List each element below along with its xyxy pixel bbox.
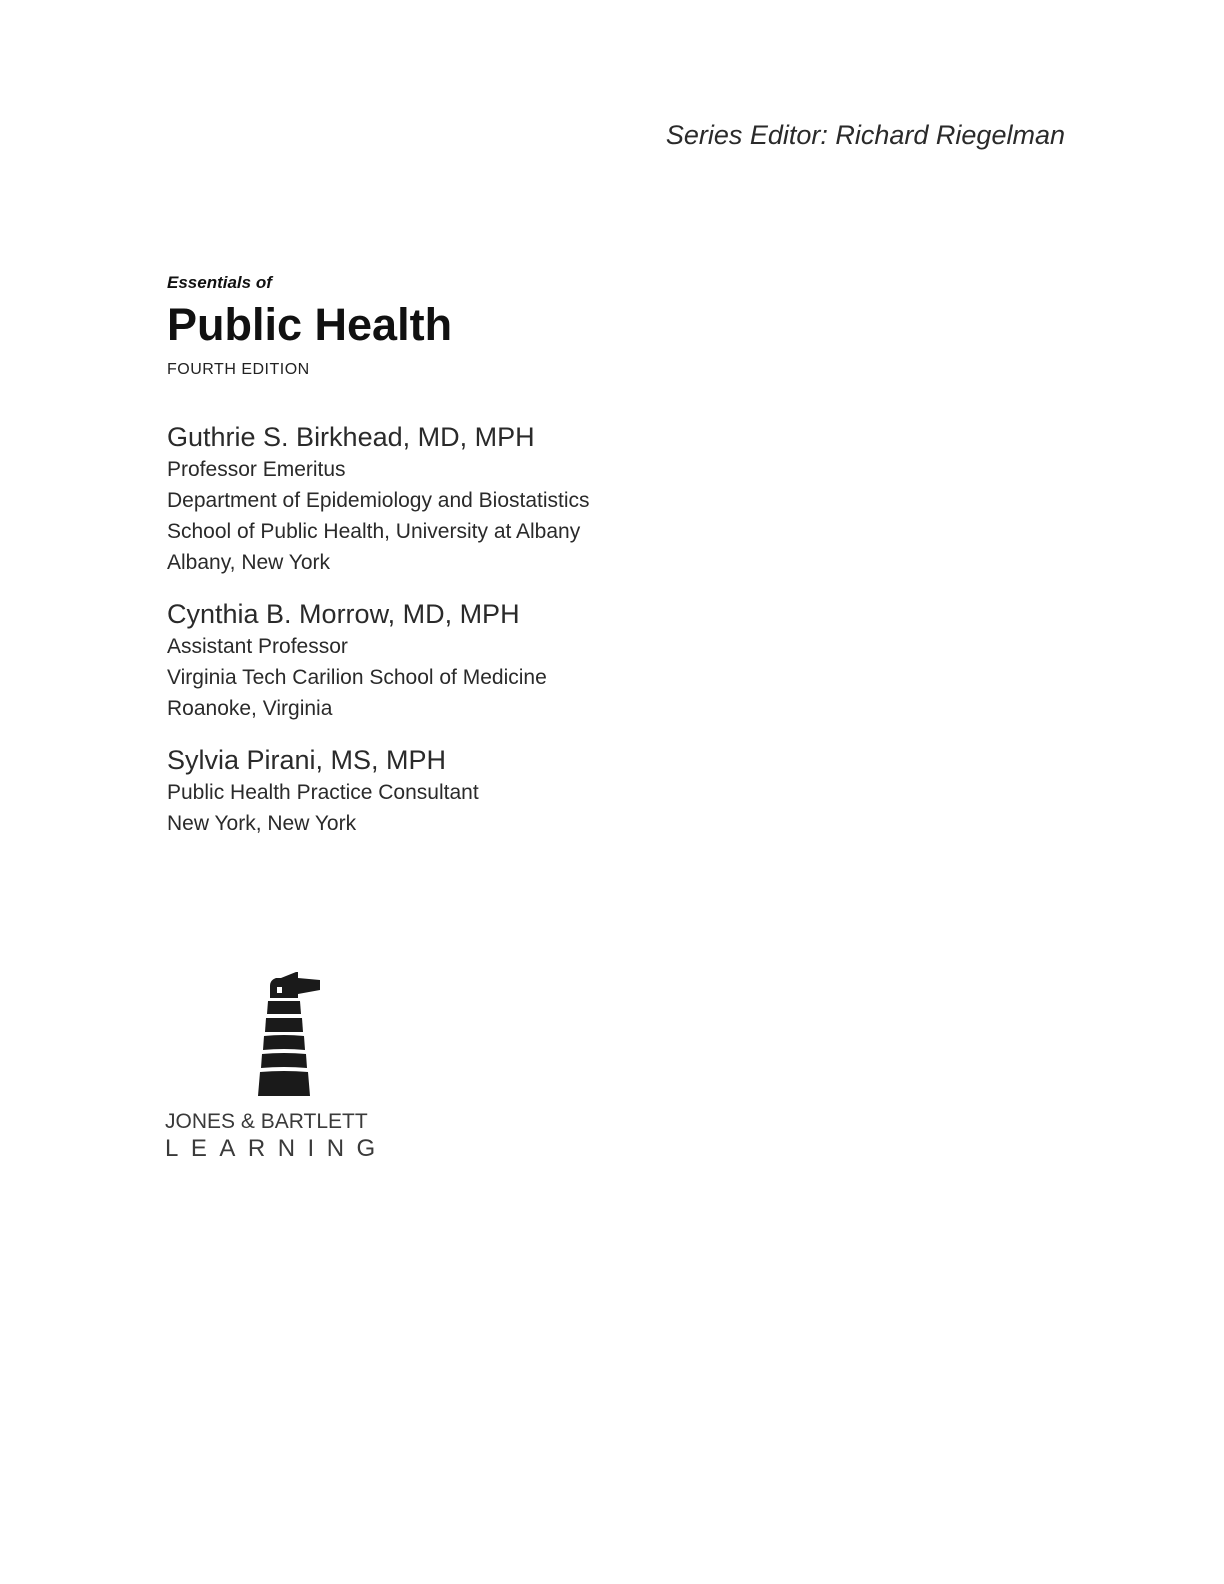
- publisher-logo: [165, 972, 405, 1164]
- lighthouse-icon: [248, 972, 320, 1098]
- author-entry: [167, 420, 867, 578]
- author-name: Sylvia Pirani, MS, MPH: [167, 745, 447, 775]
- author-name: Cynthia B. Morrow, MD, MPH: [167, 599, 520, 629]
- author-affiliation: Department of Epidemiology and Biostatistics: [167, 489, 590, 512]
- author-affiliation: Virginia Tech Carilion School of Medicine: [167, 666, 547, 689]
- author-location: Roanoke, Virginia: [167, 697, 333, 720]
- publisher-name: JONES & BARTLETT: [165, 1110, 368, 1133]
- author-affiliation: Assistant Professor: [167, 635, 348, 658]
- author-affiliation: Public Health Practice Consultant: [167, 781, 479, 804]
- author-affiliation: School of Public Health, University at Albany: [167, 520, 581, 543]
- author-affiliation: Professor Emeritus: [167, 458, 346, 481]
- book-title: Public Health: [167, 299, 453, 350]
- edition-label: FOURTH EDITION: [167, 361, 310, 378]
- author-entry: [167, 597, 867, 724]
- publisher-name-learning: LEARNING: [165, 1135, 388, 1162]
- author-location: New York, New York: [167, 812, 357, 835]
- author-name: Guthrie S. Birkhead, MD, MPH: [167, 422, 535, 452]
- author-entry: [167, 743, 867, 839]
- author-list: [167, 420, 867, 858]
- title-prefix: Essentials of: [167, 273, 272, 292]
- series-editor: Series Editor: Richard Riegelman: [665, 120, 1065, 150]
- author-location: Albany, New York: [167, 551, 331, 574]
- title-block: [167, 272, 867, 380]
